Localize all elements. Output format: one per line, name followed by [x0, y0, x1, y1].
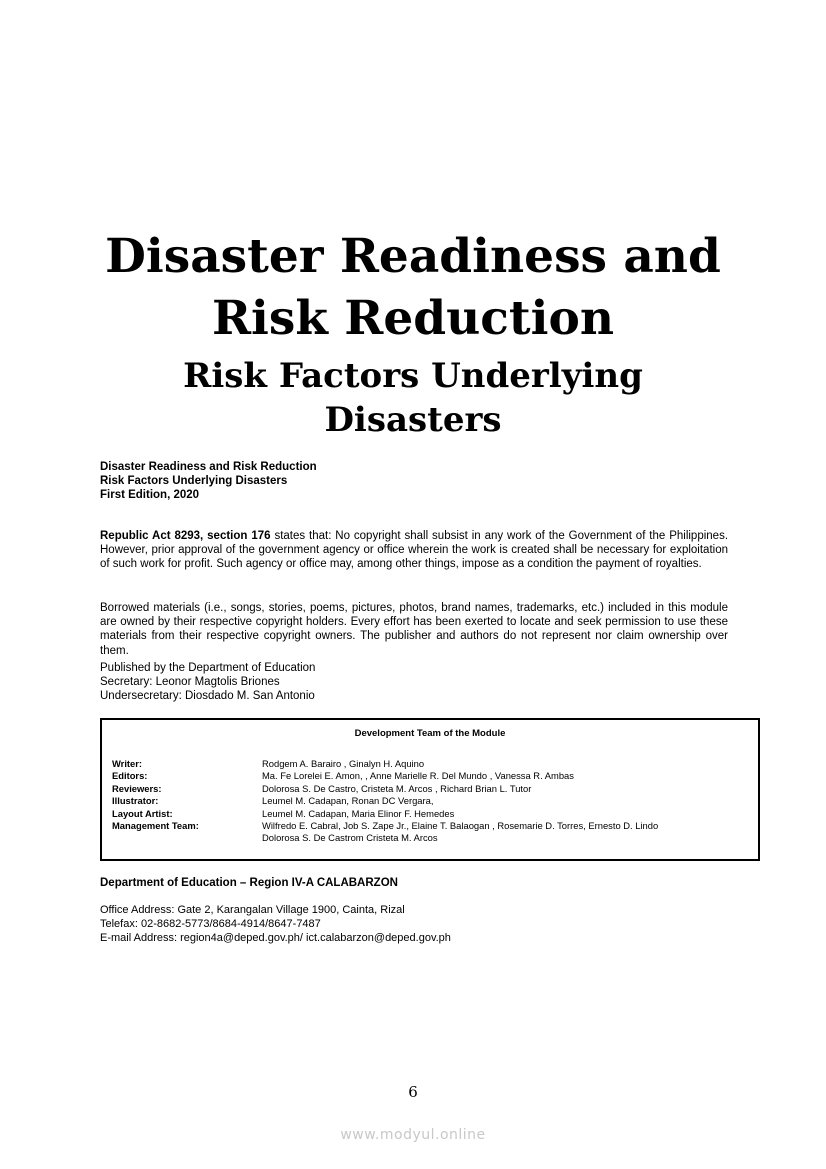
title-line-1: Disaster Readiness and	[105, 229, 721, 284]
team-names: Dolorosa S. De Castrom Cristeta M. Arcos	[262, 832, 438, 844]
team-row	[112, 795, 748, 807]
team-role: Writer:	[112, 758, 143, 769]
office-address: Office Address: Gate 2, Karangalan Village 1900, Cainta, Rizal	[100, 904, 405, 916]
copyright-law: Republic Act 8293, section 176	[100, 529, 271, 542]
team-names: Leumel M. Cadapan, Maria Elinor F. Hemedes	[262, 807, 455, 819]
team-heading: Development Team of the Module	[354, 728, 506, 739]
team-names: Ma. Fe Lorelei E. Amon, , Anne Marielle R. Del Mundo , Vanessa R. Ambas	[262, 770, 574, 782]
title-line-2: Risk Reduction	[211, 291, 614, 346]
team-row	[112, 808, 748, 820]
team-names: Dolorosa S. De Castro, Cristeta M. Arcos , Richard Brian L. Tutor	[262, 782, 532, 794]
team-role: Layout Artist:	[112, 807, 173, 819]
team-role	[112, 832, 262, 844]
team-row	[112, 770, 748, 782]
email-address: E-mail Address: region4a@deped.gov.ph/ ict.calabarzon@deped.gov.ph	[100, 932, 451, 945]
team-role: Management Team:	[112, 820, 199, 832]
team-role: Illustrator:	[112, 795, 159, 807]
module-meta	[100, 460, 728, 503]
region-heading: Department of Education – Region IV-A CALABARZON	[100, 877, 398, 889]
copyright-text: states that: No copyright shall subsist in any work of the Government of the Philippines. However, prior approval of the government agency or office wherein the work is created shall be necessary for exploitation of such work for profit. Such agency or office may, among other things, impose as a condition the payment of royalties.	[100, 529, 729, 571]
watermark: www.modyul.online	[340, 1127, 486, 1143]
meta-edition: First Edition, 2020	[100, 489, 200, 502]
telefax: Telefax: 02-8682-5773/8684-4914/8647-7487	[100, 918, 321, 931]
development-team-box	[100, 718, 760, 861]
undersecretary: Undersecretary: Diosdado M. San Antonio	[100, 690, 315, 703]
team-row	[112, 820, 748, 832]
team-rows	[112, 758, 748, 845]
team-names: Leumel M. Cadapan, Ronan DC Vergara,	[262, 795, 434, 807]
page-number: 6	[408, 1083, 418, 1101]
meta-subject: Disaster Readiness and Risk Reduction	[100, 461, 317, 473]
title-block	[0, 226, 826, 442]
contact-info	[100, 903, 451, 946]
subtitle-line-1: Risk Factors Underlying	[183, 356, 643, 396]
team-row	[112, 758, 748, 770]
copyright-paragraph	[100, 529, 728, 572]
secretary: Secretary: Leonor Magtolis Briones	[100, 676, 280, 689]
subtitle-line-2: Disasters	[324, 400, 502, 440]
borrowed-materials-paragraph: Borrowed materials (i.e., songs, stories, poems, pictures, photos, brand names, trademarks, etc.) included in this module are owned by their respective copyright holders. Every effort has been exerted to locate and seek permission to use these materials from their respective copyright owners. The publisher and authors do not represent nor claim ownership over them.	[100, 601, 728, 657]
team-role: Reviewers:	[112, 782, 162, 794]
published-by: Published by the Department of Education	[100, 662, 316, 674]
meta-module: Risk Factors Underlying Disasters	[100, 475, 288, 488]
team-names: Rodgem A. Barairo , Ginalyn H. Aquino	[262, 758, 425, 769]
publisher-info	[100, 661, 728, 704]
team-row	[112, 783, 748, 795]
team-row	[112, 832, 748, 844]
team-names: Wilfredo E. Cabral, Job S. Zape Jr., Elaine T. Balaogan , Rosemarie D. Torres, Ernesto D. Lindo	[262, 820, 659, 832]
team-role: Editors:	[112, 770, 148, 782]
